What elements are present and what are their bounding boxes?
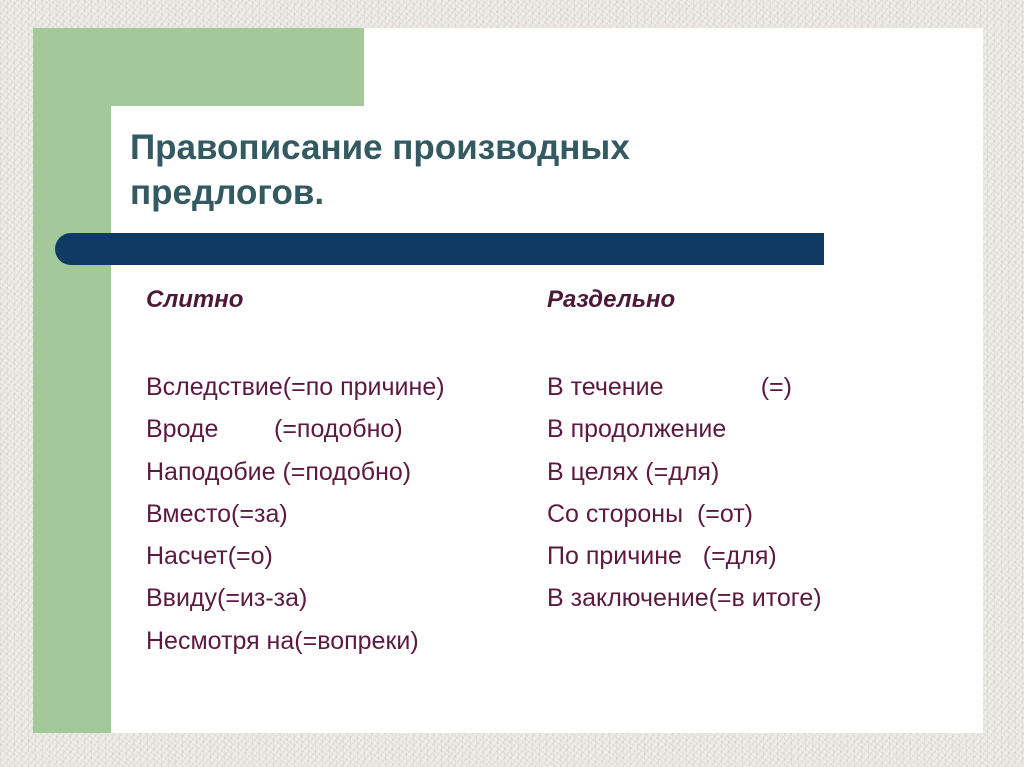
column-slitno [146,282,546,662]
list-item: В продолжение [547,415,727,444]
list-item: Со стороны (=от) [547,499,754,528]
title-underline-bar [55,233,824,265]
slide-title [130,125,630,215]
list-item: Насчет(=о) [146,542,273,571]
list-item: Вроде (=подобно) [146,415,403,444]
column-heading: Слитно [146,286,244,313]
column-razdelno [547,282,967,620]
accent-block-top [33,28,364,106]
list-item: Несмотря на(=вопреки) [146,626,419,655]
preposition-list [146,366,546,662]
slide [33,28,983,733]
list-item: Ввиду(=из-за) [146,584,308,613]
slide-title-line-1: Правописание производных [130,128,630,167]
list-item: Вместо(=за) [146,499,288,528]
list-item: По причине (=для) [547,542,777,571]
preposition-list [547,366,967,620]
column-heading: Раздельно [547,286,676,313]
list-item: В заключение(=в итоге) [547,584,822,613]
list-item: В течение (=) [547,373,792,401]
list-item: Наподобие (=подобно) [146,457,412,486]
accent-block-left [33,106,111,733]
list-item: В целях (=для) [547,457,720,486]
slide-title-line-2: предлогов. [130,173,325,212]
list-item: Вследствие(=по причине) [146,373,445,401]
